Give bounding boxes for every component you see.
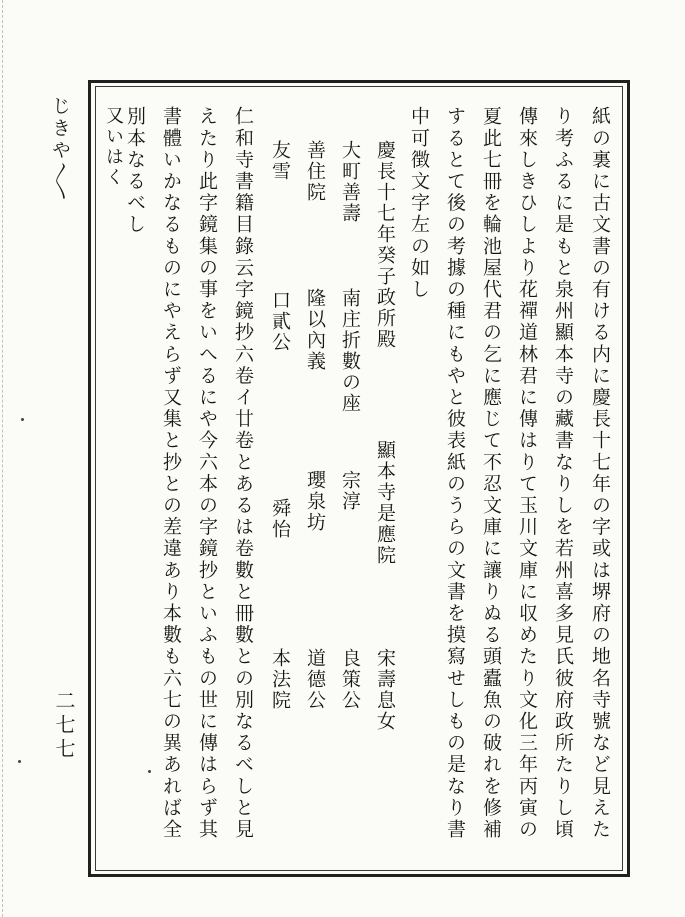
paragraph1-line-3: 傳來しきひしより花禪道林君に傳はりて玉川文庫に収めたり文化三年丙寅の — [516, 106, 538, 841]
paragraph1-line-4: 夏此七冊を輪池屋代君の乞に應じて不忍文庫に讓りぬる頭蠹魚の破れを修補 — [480, 106, 502, 841]
paragraph2-line-4: 別本なるべし — [124, 106, 146, 236]
record-row-3-col-4: 本法院 — [269, 648, 291, 711]
paragraph1-line-2: り考ふるに是もと泉州顯本寺の藏書なりしを若州喜多見氏彼府政所たりし頃 — [552, 106, 574, 841]
record-header-3: 宋壽息女 — [374, 648, 396, 732]
closing-line: 又いはく — [103, 106, 124, 189]
page-edge — [2, 0, 7, 917]
print-speck — [148, 770, 151, 773]
paragraph2-line-3: 書體いかなるものにやえらず又集と抄との差違あり本數も六七の異あれば全 — [160, 106, 182, 841]
print-speck — [21, 418, 24, 421]
record-row-1-col-2: 南庄折數の座 — [339, 288, 361, 414]
record-row-1-col-4: 良策公 — [339, 648, 361, 711]
record-row-3-col-3: 舜怡 — [269, 498, 291, 540]
record-row-2-col-3: 瓔泉坊 — [304, 470, 326, 533]
record-row-2-col-2: 隆以內義 — [304, 288, 326, 372]
record-row-2-col-4: 道德公 — [304, 648, 326, 711]
record-row-3-col-2: 口貳公 — [269, 290, 291, 353]
paragraph1-line-5: するとて後の考據の種にもやと彼表紙のうらの文書を摸寫せしもの是なり書 — [444, 106, 466, 841]
record-row-2-col-1: 善住院 — [304, 140, 326, 203]
page-number: 二七七 — [52, 690, 76, 762]
paragraph1-line-1: 紙の裏に古文書の有ける内に慶長十七年の字或は堺府の地名寺號など見えた — [589, 106, 611, 841]
record-header-1: 慶長十七年癸子政所殿 — [374, 140, 396, 350]
record-header-2: 顯本寺是應院 — [374, 440, 396, 566]
running-head: じきや〳〵 — [49, 96, 71, 203]
paragraph1-line-6: 中可徴文字左の如し — [408, 106, 430, 301]
print-speck — [18, 760, 21, 763]
record-row-1-col-3: 宗淳 — [339, 470, 361, 512]
record-row-3-col-1: 友雪 — [269, 140, 291, 182]
record-row-1-col-1: 大町善壽 — [339, 140, 361, 224]
paragraph2-line-1: 仁和寺書籍目錄云字鏡抄六卷イ廿卷とあるは卷數と冊數との別なるべしと見 — [232, 106, 254, 841]
paragraph2-line-2: えたり此字鏡集の事をいへるにや今六本の字鏡抄といふもの世に傳はらず其 — [196, 106, 218, 841]
